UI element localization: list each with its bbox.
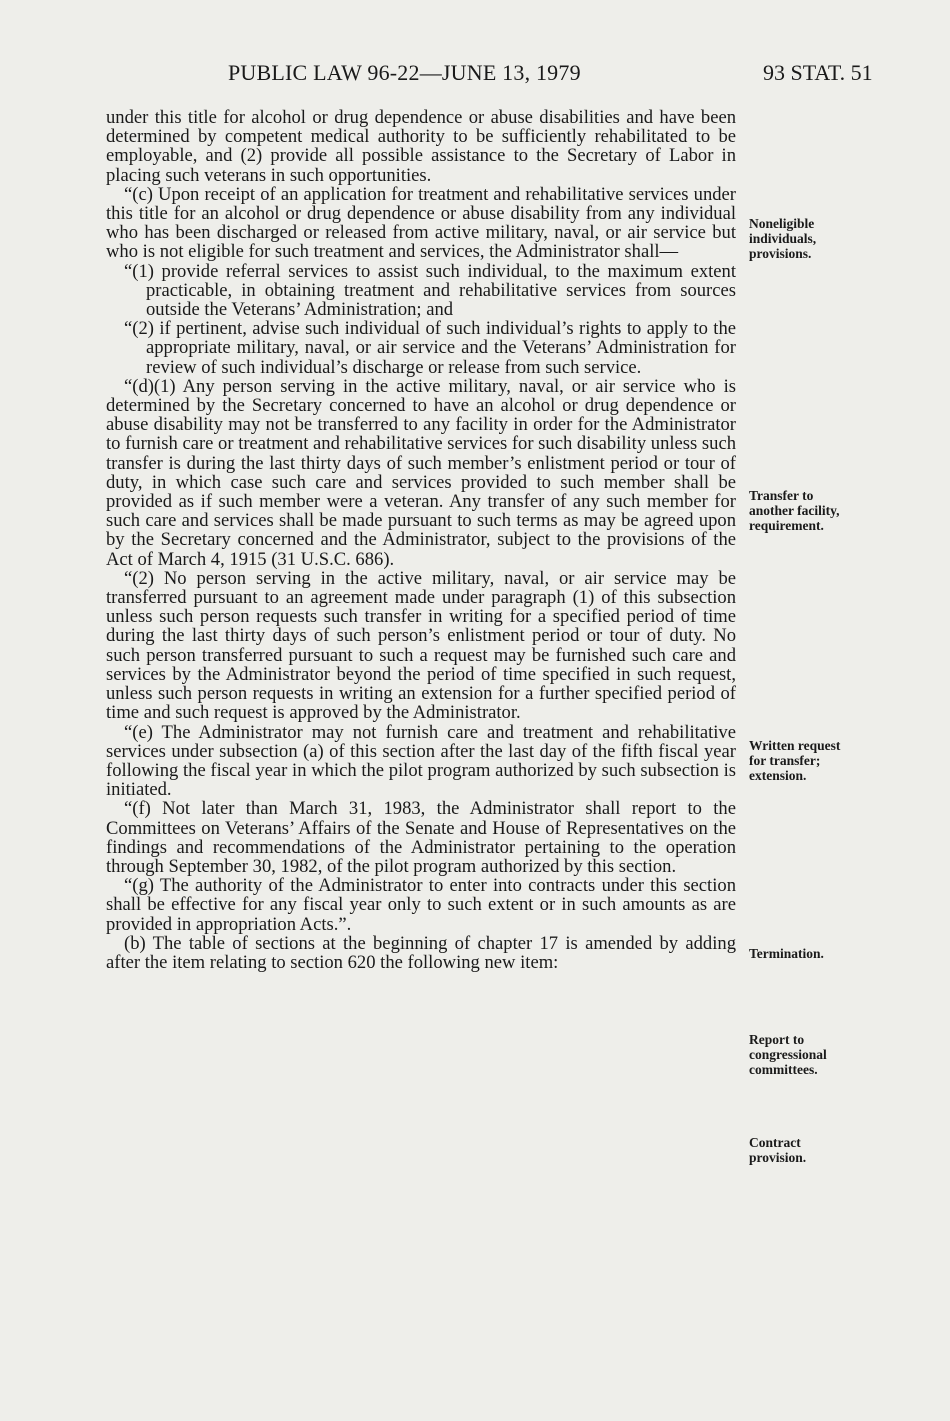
margin-note-line: Contract — [749, 1135, 801, 1150]
margin-note-line: another facility, — [749, 503, 840, 518]
paragraph-b: (b) The table of sections at the beginning of chapter 17 is amended by adding after the item relating to section 620 the following new item: — [106, 932, 736, 973]
margin-note-contract — [749, 1135, 949, 1165]
margin-note-line: Termination. — [749, 946, 824, 961]
margin-note-line: provision. — [749, 1150, 807, 1165]
page-header-stat: 93 STAT. 51 — [763, 60, 873, 85]
margin-note-line: congressional — [749, 1047, 827, 1062]
margin-note-written-request — [749, 738, 949, 783]
margin-note-line: Noneligible — [749, 216, 815, 231]
margin-note-line: committees. — [749, 1062, 818, 1077]
paragraph-c: “(c) Upon receipt of an application for treatment and rehabilitative services under this title for an alcohol or drug dependence or abuse disability from any individual who has been discharged or released from active military, naval, or air service but who is not eligible for such treatment and services, the Administrator shall— — [106, 183, 736, 263]
paragraph-d-1: “(d)(1) Any person serving in the active military, naval, or air service who is determined by the Secretary concerned to have an alcohol or drug dependence or abuse disability may not be transferred to any facility in order for the Administrator to furnish care or treatment and rehabilitative services for such disability unless such transfer is during the last thirty days of such member’s enlistment period or tour of duty, in which case such care and services provided to such member shall be provided as if such member were a veteran. Any transfer of any such member for such care and services shall be made pursuant to such terms as may be agreed upon by the Secretary concerned and the Administrator, subject to the provisions of the Act of March 4, 1915 (31 U.S.C. 686). — [106, 375, 736, 570]
margin-note-line: individuals, — [749, 231, 817, 246]
margin-note-report — [749, 1032, 949, 1077]
margin-note-line: extension. — [749, 768, 807, 783]
margin-note-line: provisions. — [749, 246, 812, 261]
paragraph-c-2: “(2) if pertinent, advise such individual of such individual’s rights to apply to the appropriate military, naval, or air service and the Veterans’ Administration for review of such individual’s discharge or release from such service. — [124, 318, 736, 378]
paragraph-continuation: under this title for alcohol or drug dependence or abuse disabilities and have been determined by competent medical authority to be sufficiently rehabilitated to be employable, and (2) provide all possible assistance to the Secretary of Labor in placing such veterans in such opportunities. — [106, 107, 736, 186]
paragraph-g: “(g) The authority of the Administrator to enter into contracts under this section shall be effective for any fiscal year only to such extent or in such amounts as are provided in appropriation Acts.”. — [106, 875, 736, 935]
paragraph-e: “(e) The Administrator may not furnish care and treatment and rehabilitative services under subsection (a) of this section after the last day of the fifth fiscal year following the fiscal year in which the pilot program authorized by such subsection is initiated. — [106, 721, 736, 801]
margin-note-line: Transfer to — [749, 488, 814, 503]
margin-note-transfer — [749, 488, 949, 533]
body-text — [106, 108, 736, 972]
margin-note-line: Report to — [749, 1032, 805, 1047]
margin-note-line: Written request — [749, 738, 841, 753]
margin-note-noneligible — [749, 216, 949, 261]
paragraph-c-1: “(1) provide referral services to assist such individual, to the maximum extent practicable, in obtaining treatment and rehabilitative services from sources outside the Veterans’ Administration; and — [124, 260, 736, 321]
paragraph-d-2: “(2) No person serving in the active military, naval, or air service may be transferred pursuant to an agreement made under paragraph (1) of this subsection unless such person requests such transfer in writing for a specified period of time during the last thirty days of such person’s enlistment period or tour of duty. No such person transferred pursuant to such a request may be furnished such care and services by the Administrator beyond the period of time specified in such request, unless such person requests in writing an extension for a further specified period of time and such request is approved by the Administrator. — [106, 567, 736, 724]
margin-note-line: requirement. — [749, 518, 824, 533]
margin-note-line: for transfer; — [749, 753, 821, 768]
page-header-title: PUBLIC LAW 96-22—JUNE 13, 1979 — [228, 60, 581, 85]
margin-note-termination — [749, 946, 949, 961]
paragraph-f: “(f) Not later than March 31, 1983, the Administrator shall report to the Committees on Veterans’ Affairs of the Senate and House of Representatives on the findings and recommendations of the Administrator pertaining to the operation through September 30, 1982, of the pilot program authorized by this section. — [106, 798, 736, 877]
